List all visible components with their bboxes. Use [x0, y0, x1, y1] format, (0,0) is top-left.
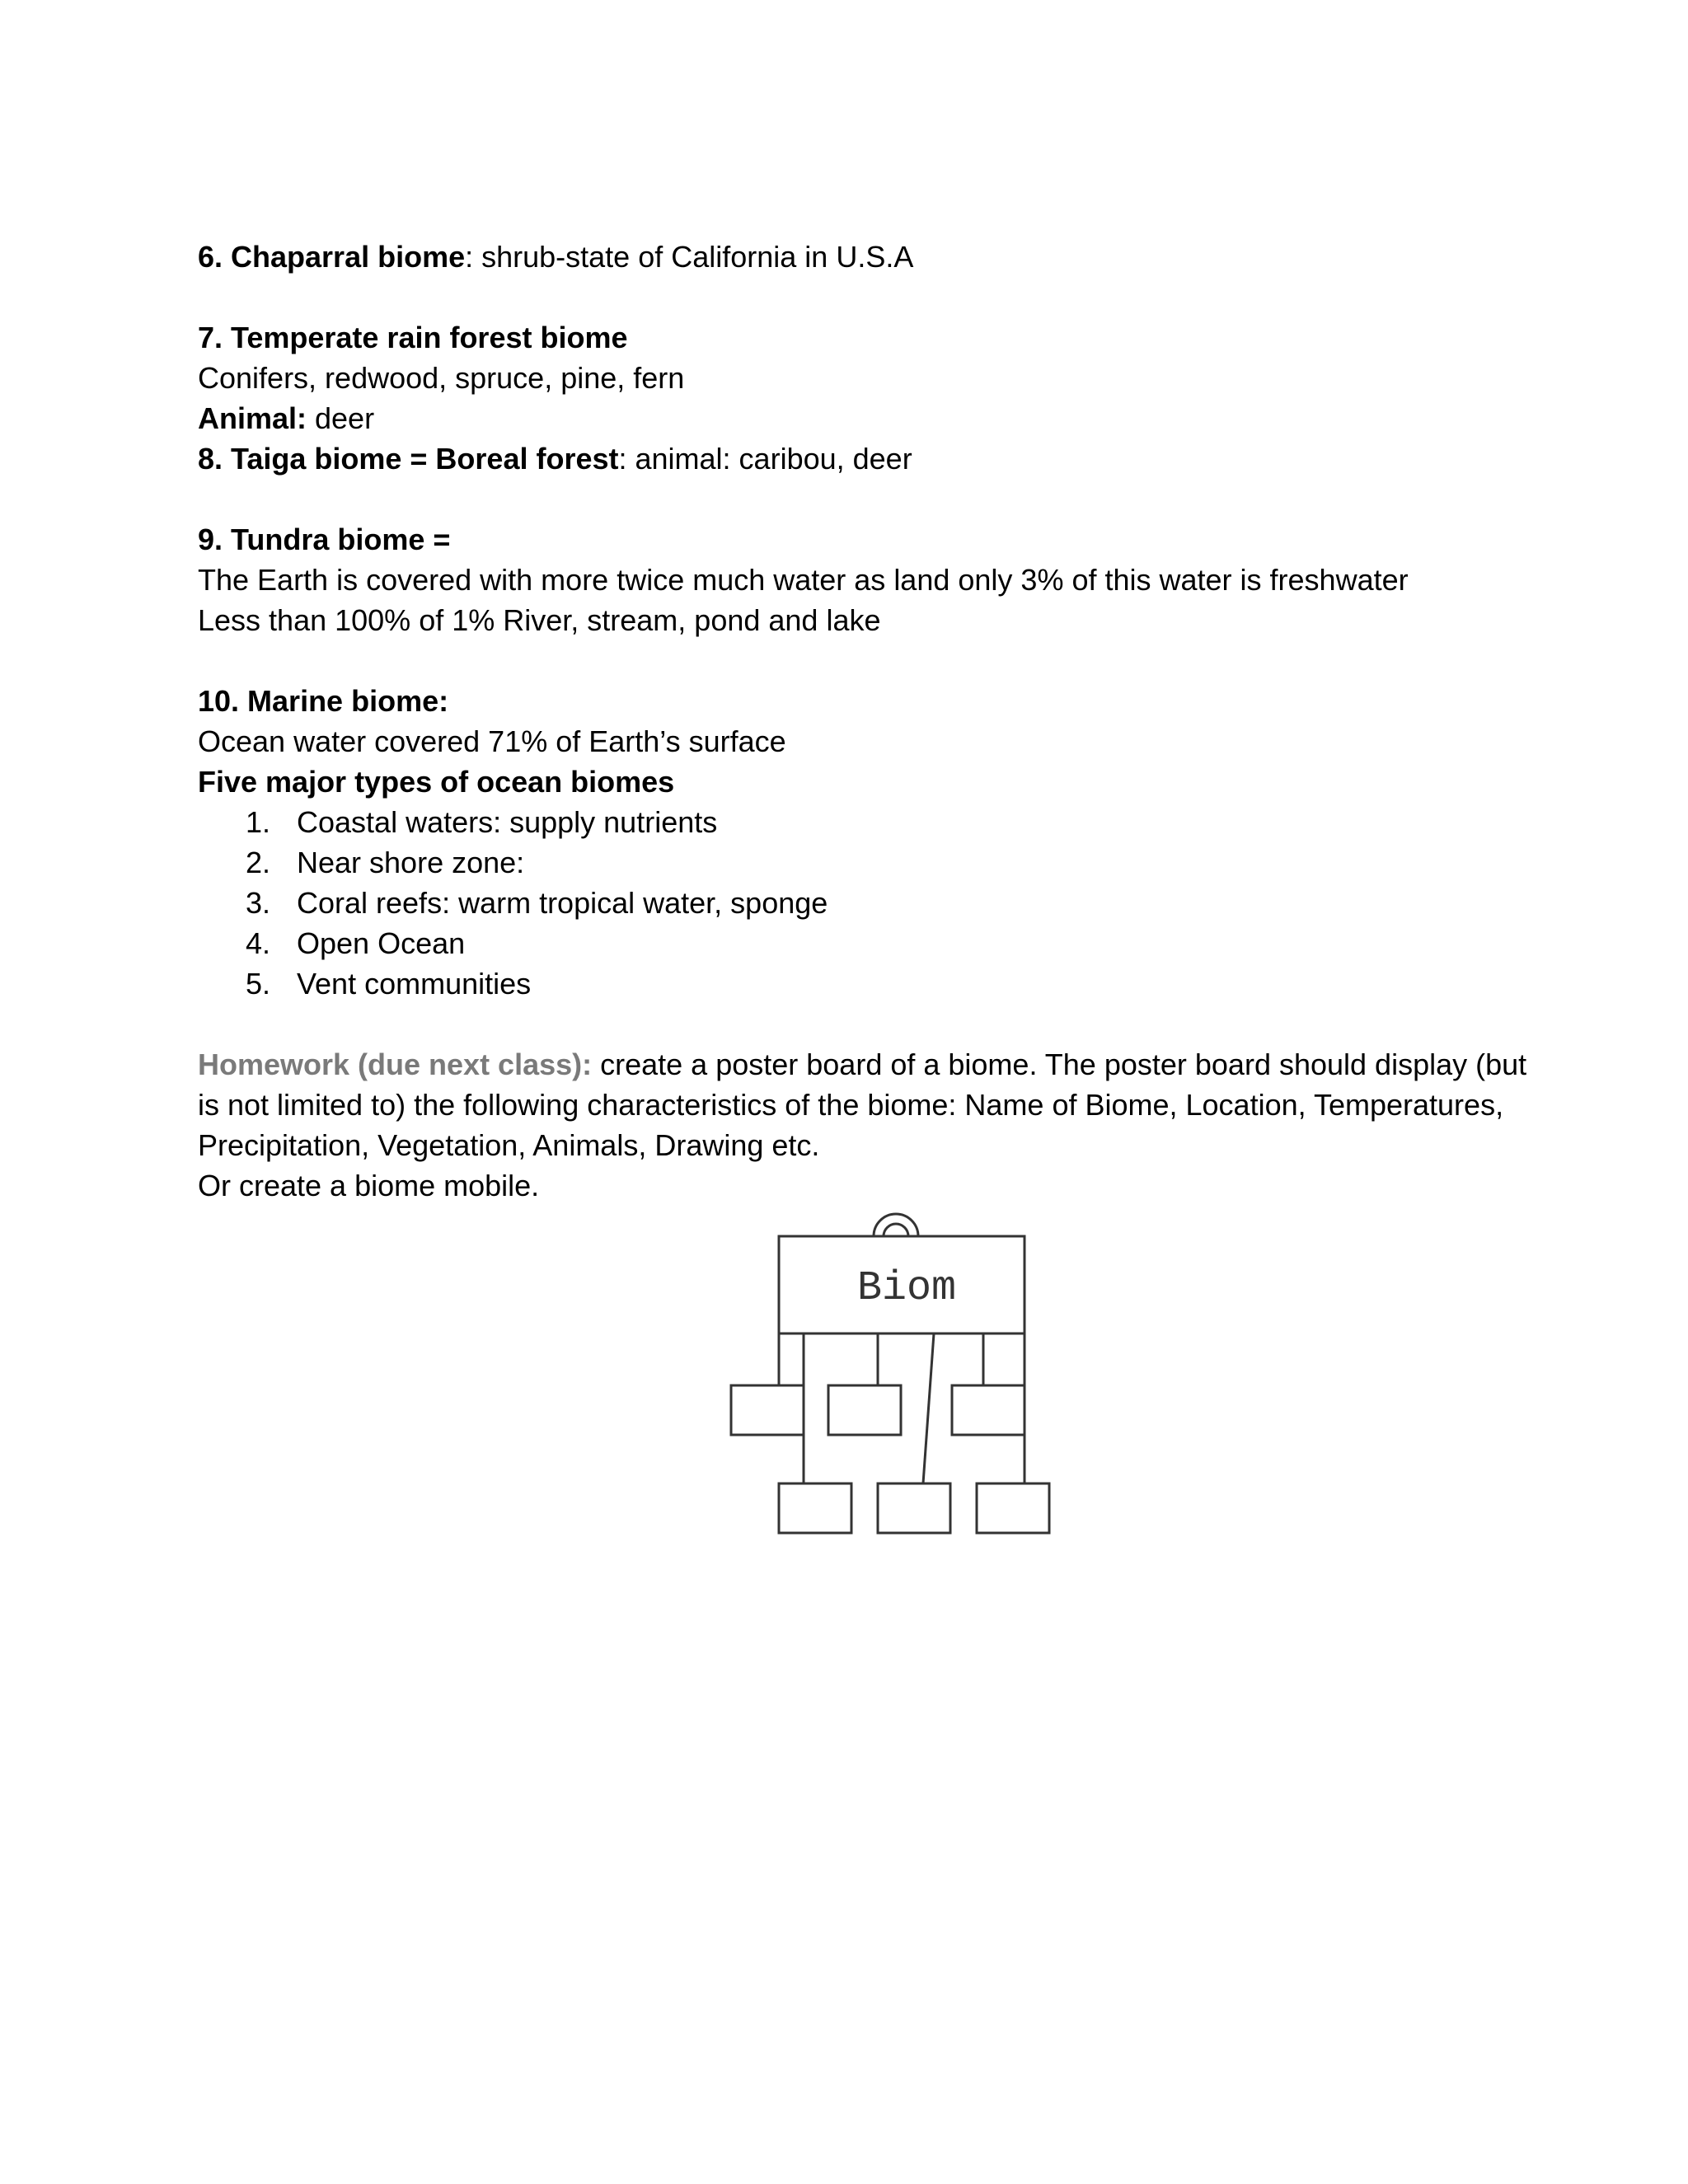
hanging-box: [952, 1385, 1025, 1435]
section-chaparral: [198, 237, 1533, 277]
ocean-types-heading: Five major types of ocean biomes: [198, 765, 675, 799]
taiga-text: : animal: caribou, deer: [618, 442, 912, 476]
marine-heading: 10. Marine biome:: [198, 684, 449, 718]
hook-inner: [884, 1224, 908, 1236]
hanging-box: [828, 1385, 901, 1435]
tundra-line-1: The Earth is covered with more twice much water as land only 3% of this water is freshwater: [198, 563, 1409, 597]
list-text: Open Ocean: [297, 926, 466, 960]
list-item: [198, 963, 1533, 1004]
spacer: [198, 277, 1533, 317]
homework-label: Homework (due next class):: [198, 1047, 593, 1081]
section-taiga: [198, 438, 1533, 479]
animal-label: Animal:: [198, 401, 307, 435]
list-number: 4.: [246, 926, 271, 960]
list-item: [198, 923, 1533, 963]
hanging-box: [977, 1483, 1049, 1533]
animal-value: deer: [307, 401, 375, 435]
tundra-line-2: Less than 100% of 1% River, stream, pond and lake: [198, 603, 881, 637]
temperate-animal: [198, 398, 1533, 438]
chaparral-text: : shrub-state of California in U.S.A: [465, 240, 914, 274]
homework-text: create a poster board of a biome. The poster board should display (but is not limited to) the following characteristics of the biome: Name of Biome, Location, Temperatures, Precipitation, Vegetation, Animals, Drawing etc.: [198, 1047, 1527, 1162]
spacer: [198, 1004, 1533, 1044]
list-text: Vent communities: [297, 967, 532, 1001]
biome-mobile-diagram: [709, 1210, 1071, 1556]
string: [923, 1333, 934, 1483]
taiga-heading: 8. Taiga biome = Boreal forest: [198, 442, 619, 476]
temperate-heading: 7. Temperate rain forest biome: [198, 321, 628, 354]
ocean-types-list: [198, 802, 1533, 1004]
list-item: [198, 842, 1533, 883]
homework-paragraph: [198, 1044, 1533, 1165]
spacer: [198, 479, 1533, 519]
tundra-heading: 9. Tundra biome =: [198, 523, 451, 556]
list-item: [198, 802, 1533, 842]
list-number: 5.: [246, 967, 271, 1001]
marine-line-1: Ocean water covered 71% of Earth’s surface: [198, 724, 786, 758]
list-number: 3.: [246, 886, 271, 920]
temperate-plants: Conifers, redwood, spruce, pine, fern: [198, 361, 685, 395]
hanging-box: [878, 1483, 950, 1533]
document-body: [198, 237, 1533, 1206]
list-text: Coral reefs: warm tropical water, sponge: [297, 886, 828, 920]
mobile-drawing: [709, 1210, 1071, 1556]
hanging-box: [731, 1385, 804, 1435]
list-text: Near shore zone:: [297, 846, 525, 879]
homework-alt: Or create a biome mobile.: [198, 1169, 540, 1202]
spacer: [198, 640, 1533, 681]
chaparral-heading: 6. Chaparral biome: [198, 240, 466, 274]
list-number: 2.: [246, 846, 271, 879]
list-number: 1.: [246, 805, 271, 839]
hanging-box: [779, 1483, 851, 1533]
diagram-label: Biom: [856, 1265, 957, 1312]
list-item: [198, 883, 1533, 923]
list-text: Coastal waters: supply nutrients: [297, 805, 718, 839]
